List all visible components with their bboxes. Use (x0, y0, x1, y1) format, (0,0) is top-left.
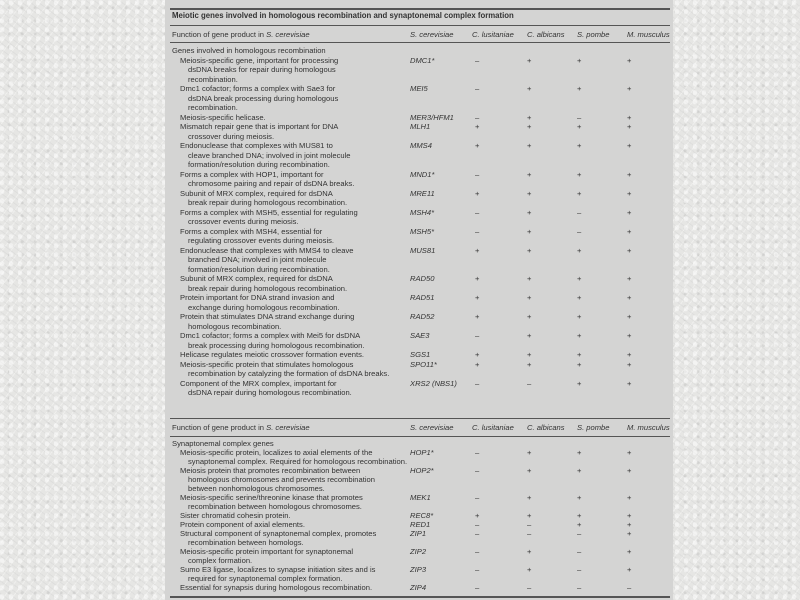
function-line: Meiosis-specific protein that stimulates homologous (180, 359, 354, 369)
gene-name: HOP1* (410, 448, 434, 457)
gene-name: ZIP3 (410, 565, 427, 574)
presence-value: + (527, 55, 532, 65)
presence-value: + (527, 112, 532, 122)
function-line: crossover events during meiosis. (188, 217, 299, 226)
function-description (180, 122, 338, 141)
function-line: Helicase regulates meiotic crossover formation events. (180, 350, 365, 359)
function-line: crossover during meiosis. (188, 131, 275, 141)
presence-value: + (527, 565, 532, 574)
function-header-species: S. cerevisiae (266, 423, 310, 432)
function-description (180, 84, 338, 113)
presence-value: – (527, 520, 532, 529)
gene-name: SAE3 (410, 331, 430, 340)
title-rule (170, 25, 670, 26)
presence-value: – (577, 529, 582, 538)
presence-value: + (577, 511, 582, 520)
column-header-species: C. albicans (527, 30, 565, 39)
function-description (180, 350, 364, 360)
presence-value: + (627, 226, 632, 236)
presence-value: – (475, 520, 480, 529)
presence-value: – (475, 226, 480, 236)
presence-value: – (577, 547, 582, 556)
presence-value: – (475, 378, 480, 388)
presence-value: + (527, 122, 532, 131)
presence-value: + (627, 84, 632, 93)
presence-value: + (527, 84, 532, 93)
function-line: homologous chromosomes and prevents recombination (188, 475, 375, 484)
function-line: recombination. (188, 74, 238, 84)
presence-value: + (527, 188, 532, 198)
presence-value: + (577, 245, 582, 255)
function-line: recombination. (188, 103, 238, 112)
presence-value: + (627, 122, 632, 131)
gene-name: ZIP2 (410, 547, 427, 556)
function-description (180, 448, 407, 466)
presence-value: + (627, 312, 632, 321)
presence-value: + (627, 245, 632, 255)
function-line: complex formation. (188, 556, 253, 565)
section2-header-rule (170, 436, 670, 437)
group-label: Genes involved in homologous recombination (172, 46, 326, 55)
presence-value: – (577, 226, 582, 236)
function-description (180, 189, 347, 208)
presence-value: + (577, 466, 582, 475)
presence-value: – (475, 112, 480, 122)
function-line: Meiosis-specific protein, localizes to axial elements of the (180, 448, 373, 457)
presence-value: – (475, 331, 480, 340)
presence-value: – (475, 84, 480, 93)
gene-name: MUS81 (410, 245, 436, 255)
function-line: break processing during homologous recombination. (188, 340, 365, 350)
presence-value: + (627, 547, 632, 556)
presence-value: – (475, 529, 480, 538)
function-description (180, 331, 364, 350)
table-title: Meiotic genes involved in homologous recombination and synaptonemal complex formation (172, 11, 514, 20)
function-description (180, 529, 376, 547)
function-line: cleave branched DNA; involved in joint molecule (188, 150, 351, 160)
gene-name: ZIP1 (410, 529, 427, 538)
presence-value: + (577, 350, 582, 359)
function-description (180, 312, 354, 331)
group-label: Synaptonemal complex genes (172, 439, 274, 448)
presence-value: – (577, 583, 582, 592)
gene-name: RAD52 (410, 312, 435, 321)
gene-name: RAD51 (410, 293, 435, 302)
presence-value: + (527, 274, 532, 283)
gene-name: MER3/HFM1 (410, 112, 454, 122)
bottom-rule (170, 596, 670, 598)
presence-value: + (527, 141, 532, 150)
column-header-species: M. musculus (627, 30, 670, 39)
gene-name: ZIP4 (410, 583, 427, 592)
top-rule (170, 8, 670, 10)
function-description (180, 293, 340, 312)
function-description (180, 565, 375, 583)
function-description (180, 547, 353, 565)
function-line: Mismatch repair gene that is important for DNA (180, 122, 339, 131)
function-line: recombination by catalyzing the formation of dsDNA breaks. (188, 369, 390, 378)
function-line: Forms a complex with HOP1, important for (180, 169, 324, 179)
presence-value: + (527, 466, 532, 475)
function-line: required for synaptonemal complex formation. (188, 574, 343, 583)
presence-value: + (527, 245, 532, 255)
presence-value: + (475, 359, 480, 369)
function-line: homologous recombination. (188, 321, 282, 331)
presence-value: + (627, 207, 632, 217)
presence-value: + (475, 274, 480, 283)
gene-name: REC8* (410, 511, 434, 520)
presence-value: + (577, 188, 582, 198)
presence-value: + (627, 188, 632, 198)
function-line: Structural component of synaptonemal complex, promotes (180, 529, 377, 538)
function-line: Forms a complex with MSH4, essential for (180, 226, 323, 236)
presence-value: + (627, 141, 632, 150)
gene-name: MLH1 (410, 122, 431, 131)
function-line: recombination between homologs. (188, 538, 304, 547)
presence-value: + (577, 312, 582, 321)
column-header-species: S. pombe (577, 30, 610, 39)
presence-value: – (475, 583, 480, 592)
presence-value: + (577, 293, 582, 302)
function-line: dsDNA break processing during homologous (188, 93, 339, 103)
presence-value: – (577, 565, 582, 574)
presence-value: + (577, 274, 582, 283)
function-line: regulating crossover events during meiosis. (188, 236, 335, 245)
presence-value: – (627, 583, 632, 592)
function-line: Meiosis-specific serine/threonine kinase that promotes (180, 493, 363, 502)
function-description (180, 379, 352, 398)
function-description (180, 113, 266, 123)
section2-top-rule (170, 418, 670, 419)
presence-value: + (577, 141, 582, 150)
presence-value: + (527, 493, 532, 502)
function-line: Meiosis protein that promotes recombination between (180, 466, 361, 475)
gene-name: MMS4 (410, 141, 432, 150)
presence-value: – (527, 529, 532, 538)
presence-value: + (577, 331, 582, 340)
presence-value: – (577, 207, 582, 217)
presence-value: + (627, 565, 632, 574)
column-header-species: C. albicans (527, 423, 565, 432)
presence-value: – (475, 547, 480, 556)
presence-value: + (475, 312, 480, 321)
presence-value: + (527, 511, 532, 520)
function-line: Subunit of MRX complex, required for dsDNA (180, 274, 333, 283)
function-line: Meiosis-specific helicase. (180, 112, 266, 122)
presence-value: + (475, 350, 480, 359)
column-header-species: C. lusitaniae (472, 423, 514, 432)
function-line: Sister chromatid cohesin protein. (180, 511, 291, 520)
gene-name: SPO11* (410, 359, 437, 369)
function-line: synaptonemal complex. Required for homologous recombination. (188, 457, 408, 466)
presence-value: – (527, 583, 532, 592)
function-line: Essential for synapsis during homologous recombination. (180, 583, 373, 592)
function-line: exchange during homologous recombination. (188, 302, 340, 312)
function-description (180, 520, 305, 529)
function-description (180, 141, 351, 170)
presence-value: + (577, 169, 582, 179)
function-description (180, 246, 353, 275)
presence-value: + (577, 122, 582, 131)
presence-value: + (475, 188, 480, 198)
presence-value: – (527, 378, 532, 388)
function-line: formation/resolution during recombination. (188, 264, 330, 274)
presence-value: + (627, 293, 632, 302)
presence-value: + (627, 466, 632, 475)
presence-value: + (527, 359, 532, 369)
presence-value: + (627, 448, 632, 457)
function-description (180, 511, 291, 520)
gene-name: MEK1 (410, 493, 431, 502)
presence-value: + (577, 493, 582, 502)
presence-value: + (627, 112, 632, 122)
function-description (180, 227, 334, 246)
presence-value: + (527, 350, 532, 359)
presence-value: + (627, 274, 632, 283)
function-line: dsDNA repair during homologous recombination. (188, 388, 352, 397)
function-description (180, 360, 389, 379)
function-header-prefix: Function of gene product in (172, 423, 267, 432)
function-line: Meiosis-specific protein important for synaptonemal (180, 547, 354, 556)
presence-value: + (627, 520, 632, 529)
function-line: branched DNA; involved in joint molecule (188, 255, 327, 264)
function-line: dsDNA breaks for repair during homologous (188, 65, 336, 74)
presence-value: + (527, 547, 532, 556)
function-line: Protein component of axial elements. (180, 520, 305, 529)
presence-value: + (527, 293, 532, 302)
function-line: Dmc1 cofactor; forms a complex with Mei5 for dsDNA (180, 331, 361, 340)
presence-value: – (577, 112, 582, 122)
presence-value: – (475, 493, 480, 502)
function-line: Endonuclease that complexes with MUS81 to (180, 141, 333, 150)
presence-value: – (475, 448, 480, 457)
gene-name: MRE11 (410, 188, 435, 198)
function-line: recombination between homologous chromosomes. (188, 502, 362, 511)
function-line: Forms a complex with MSH5, essential for regulating (180, 207, 358, 217)
function-line: formation/resolution during recombination. (188, 160, 330, 169)
presence-value: + (475, 122, 480, 131)
presence-value: + (475, 245, 480, 255)
presence-value: + (627, 493, 632, 502)
gene-name: HOP2* (410, 466, 434, 475)
function-line: Component of the MRX complex, important for (180, 378, 337, 388)
column-header-species: M. musculus (627, 423, 670, 432)
function-description (180, 493, 363, 511)
gene-name: RAD50 (410, 274, 435, 283)
presence-value: – (475, 169, 480, 179)
presence-value: + (577, 448, 582, 457)
gene-name: MND1* (410, 169, 435, 179)
function-line: Subunit of MRX complex, required for dsDNA (180, 188, 333, 198)
gene-name: MEI5 (410, 84, 428, 93)
presence-value: + (627, 529, 632, 538)
gene-name: RED1 (410, 520, 431, 529)
presence-value: + (577, 378, 582, 388)
column-header-species: S. pombe (577, 423, 610, 432)
function-description (180, 274, 347, 293)
presence-value: + (527, 448, 532, 457)
presence-value: – (475, 55, 480, 65)
function-line: between nonhomologous chromosomes. (188, 484, 325, 493)
presence-value: – (475, 207, 480, 217)
column-header-function (172, 423, 310, 432)
gene-name: DMC1* (410, 55, 435, 65)
header-rule (170, 42, 670, 43)
presence-value: + (475, 511, 480, 520)
gene-name: MSH4* (410, 207, 435, 217)
function-line: Sumo E3 ligase, localizes to synapse initiation sites and is (180, 565, 376, 574)
function-line: Endonuclease that complexes with MMS4 to cleave (180, 245, 354, 255)
function-line: break repair during homologous recombination. (188, 198, 348, 207)
function-description (180, 56, 338, 85)
function-line: Protein that stimulates DNA strand exchange during (180, 312, 355, 321)
presence-value: – (475, 565, 480, 574)
function-description (180, 208, 358, 227)
presence-value: + (527, 226, 532, 236)
presence-value: + (627, 350, 632, 359)
presence-value: + (527, 169, 532, 179)
function-description (180, 466, 375, 493)
function-line: break repair during homologous recombination. (188, 283, 348, 293)
presence-value: + (627, 359, 632, 369)
function-line: Dmc1 cofactor; forms a complex with Sae3 for (180, 84, 336, 93)
gene-name: MSH5* (410, 226, 435, 236)
presence-value: – (475, 466, 480, 475)
presence-value: + (475, 141, 480, 150)
presence-value: + (527, 331, 532, 340)
column-header-species: S. cerevisiae (410, 30, 454, 39)
presence-value: + (577, 359, 582, 369)
presence-value: + (475, 293, 480, 302)
presence-value: + (527, 207, 532, 217)
presence-value: + (627, 378, 632, 388)
column-header-function (172, 30, 310, 39)
presence-value: + (627, 169, 632, 179)
function-line: chromosome pairing and repair of dsDNA breaks. (188, 179, 355, 188)
function-header-prefix: Function of gene product in (172, 30, 267, 39)
function-description (180, 170, 354, 189)
presence-value: + (577, 84, 582, 93)
gene-name: SGS1 (410, 350, 431, 359)
function-line: Meiosis-specific gene, important for processing (180, 55, 339, 65)
gene-name: XRS2 (NBS1) (410, 378, 457, 388)
presence-value: + (527, 312, 532, 321)
function-header-species: S. cerevisiae (266, 30, 310, 39)
presence-value: + (577, 520, 582, 529)
column-header-species: S. cerevisiae (410, 423, 454, 432)
function-line: Protein important for DNA strand invasion and (180, 293, 335, 302)
column-header-species: C. lusitaniae (472, 30, 514, 39)
presence-value: + (577, 55, 582, 65)
presence-value: + (627, 331, 632, 340)
presence-value: + (627, 55, 632, 65)
presence-value: + (627, 511, 632, 520)
function-description (180, 583, 372, 592)
